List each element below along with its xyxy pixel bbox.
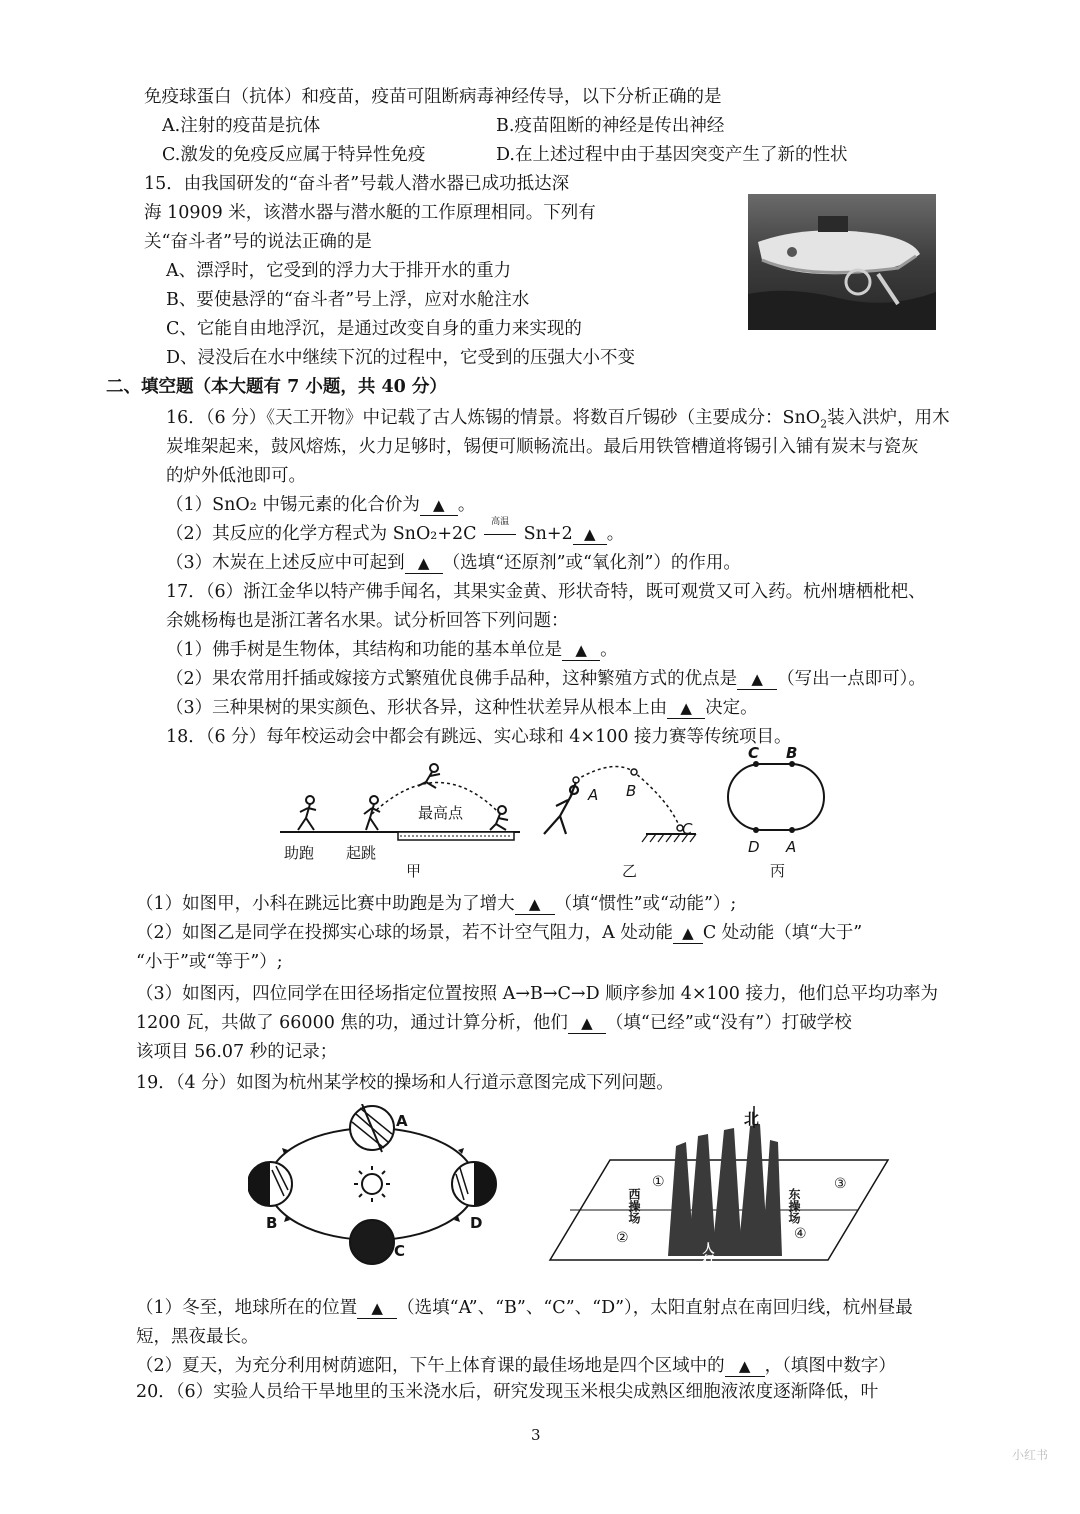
landing-figure — [490, 806, 508, 830]
q18-part3-line2: 1200 瓦，共做了 66000 焦的功，通过计算分析，他们 ▲ （填“已经”或“没有”）打破学校 — [136, 1013, 852, 1033]
q18-part1: （1）如图甲，小科在跳远比赛中助跑是为了增大 ▲ （填“惯性”或“动能”）; — [136, 894, 737, 914]
q18-part2: （2）如图乙是同学在投掷实心球的场景，若不计空气阻力，A 处动能 ▲ C 处动能（填“大于” — [136, 923, 863, 943]
q18-part3-line3: 该项目 56.07 秒的记录； — [136, 1042, 338, 1062]
earth-position-c-icon — [350, 1220, 394, 1264]
q17-stem-line2: 余姚杨梅也是浙江著名水果。试分析回答下列问题： — [166, 611, 569, 631]
label-d: D — [748, 838, 760, 856]
earth-position-a-icon — [350, 1104, 394, 1152]
earth-position-b-icon — [248, 1162, 292, 1206]
track-figure — [718, 744, 838, 878]
label-c: C — [394, 1242, 406, 1260]
label-b: B — [626, 782, 637, 800]
submersible-photo — [748, 194, 936, 330]
q15-option-a: A、漂浮时，它受到的浮力大于排开水的重力 — [166, 261, 512, 281]
label-sidewalk: 人行道 — [701, 1242, 715, 1278]
label-region-2: ② — [616, 1230, 629, 1246]
q15-stem-line3: 关“奋斗者”号的说法正确的是 — [144, 232, 372, 252]
label-west-field: 西操场 — [627, 1188, 641, 1224]
sun-icon — [354, 1166, 390, 1202]
q15-stem-line2: 海 10909 米，该潜水器与潜水艇的工作原理相同。下列有 — [144, 203, 596, 223]
earth-position-d-icon — [452, 1162, 496, 1206]
label-north: 北 — [744, 1110, 760, 1128]
q18-stem: 18．（6 分）每年校运动会中都会有跳远、实心球和 4×100 接力赛等传统项目。 — [166, 727, 792, 747]
thrower-figure — [544, 782, 578, 834]
label-region-3: ③ — [834, 1176, 847, 1192]
q18-part2-line2: “小于”或“等于”）; — [136, 952, 283, 972]
long-jump-figure — [270, 760, 530, 878]
q17-stem-line1: 17．（6）浙江金华以特产佛手闻名，其果实金黄、形状奇特，既可观赏又可入药。杭州塘栖枇杷、 — [166, 582, 926, 602]
label-c: C — [748, 744, 760, 762]
q16-part2: （2）其反应的化学方程式为 SnO₂+2C 高温 Sn+2 ▲ 。 — [166, 517, 625, 544]
label-top: 最高点 — [418, 804, 464, 822]
label-east-field: 东操场 — [787, 1188, 801, 1224]
q15-option-b: B、要使悬浮的“奋斗者”号上浮，应对水舱注水 — [166, 290, 530, 310]
q14-option-d: D.在上述过程中由于基因突变产生了新的性状 — [496, 145, 848, 165]
label-d: D — [470, 1214, 483, 1232]
label-a: A — [396, 1112, 408, 1130]
q19-part1-line2: 短，黑夜最长。 — [136, 1327, 259, 1347]
q16-part3: （3）木炭在上述反应中可起到 ▲ （选填“还原剂”或“氧化剂”）的作用。 — [166, 553, 741, 573]
q20-stem: 20．（6）实验人员给干旱地里的玉米浇水后，研究发现玉米根尖成熟区细胞液浓度逐渐降低，叶 — [136, 1382, 879, 1402]
takeoff-figure — [364, 796, 380, 830]
page-number: 3 — [531, 1426, 541, 1444]
label-run: 助跑 — [284, 844, 315, 862]
q18-part3: （3）如图丙，四位同学在田径场指定位置按照 A→B→C→D 顺序参加 4×100 接力，他们总平均功率为 — [136, 984, 938, 1004]
q16-stem-line1: 16．（6 分）《天工开物》中记载了古人炼锡的情景。将数百斤锡砂（主要成分：SnO$_2$装入洪炉，用木 — [166, 408, 950, 431]
school-field-figure — [548, 1106, 908, 1282]
earth-orbit-figure — [248, 1104, 500, 1272]
q14-stem: 免疫球蛋白（抗体）和疫苗，疫苗可阻断病毒神经传导，以下分析正确的是 — [144, 87, 722, 107]
label-c: C — [682, 820, 693, 838]
q16-part1: （1）SnO₂ 中锡元素的化合价为 ▲ 。 — [166, 495, 476, 515]
label-a: A — [786, 838, 797, 856]
q16-stem-line3: 的炉外低池即可。 — [166, 466, 306, 486]
q15-option-d: D、浸没后在水中继续下沉的过程中，它受到的压强大小不变 — [166, 348, 636, 368]
label-region-4: ④ — [794, 1226, 807, 1242]
q15-stem-line1: 15．由我国研发的“奋斗者”号载人潜水器已成功抵达深 — [144, 174, 570, 194]
q15-option-c: C、它能自由地浮沉，是通过改变自身的重力来实现的 — [166, 319, 582, 339]
caption-jia: 甲 — [406, 862, 422, 878]
q17-part3: （3）三种果树的果实颜色、形状各异，这种性状差异从根本上由 ▲ 决定。 — [166, 698, 758, 718]
label-b: B — [786, 744, 798, 762]
q19-part1: （1）冬至，地球所在的位置 ▲ （选填“A”、“B”、“C”、“D”），太阳直射点在南回归线，杭州昼最 — [136, 1298, 913, 1318]
label-region-1: ① — [652, 1174, 665, 1190]
caption-bing: 丙 — [770, 862, 786, 878]
q14-option-b: B.疫苗阻断的神经是传出神经 — [496, 116, 725, 136]
q17-part1: （1）佛手树是生物体，其结构和功能的基本单位是 ▲ 。 — [166, 640, 618, 660]
label-takeoff: 起跳 — [346, 844, 377, 862]
q19-part2: （2）夏天，为充分利用树荫遮阳，下午上体育课的最佳场地是四个区域中的 ▲ ，（填图中数字） — [136, 1356, 896, 1376]
q17-part2: （2）果农常用扦插或嫁接方式繁殖优良佛手品种，这种繁殖方式的优点是 ▲ （写出一点即可）。 — [166, 669, 926, 689]
tree-row — [668, 1124, 782, 1256]
q14-option-a: A.注射的疫苗是抗体 — [162, 116, 321, 136]
airborne-figure — [418, 764, 440, 788]
q19-stem: 19．（4 分）如图为杭州某学校的操场和人行道示意图完成下列问题。 — [136, 1073, 674, 1093]
label-a: A — [588, 786, 599, 804]
runner-figure — [298, 796, 316, 830]
section2-heading: 二、填空题（本大题有 7 小题，共 40 分） — [106, 377, 447, 397]
q16-stem-line2: 炭堆架起来，鼓风熔炼，火力足够时，锡便可顺畅流出。最后用铁管槽道将锡引入铺有炭末与瓷灰 — [166, 437, 919, 457]
shot-put-figure — [530, 762, 710, 878]
q14-option-c: C.激发的免疫反应属于特异性免疫 — [162, 145, 426, 165]
label-b: B — [266, 1214, 278, 1232]
caption-yi: 乙 — [622, 862, 638, 878]
watermark: 小红书 — [1012, 1448, 1049, 1462]
